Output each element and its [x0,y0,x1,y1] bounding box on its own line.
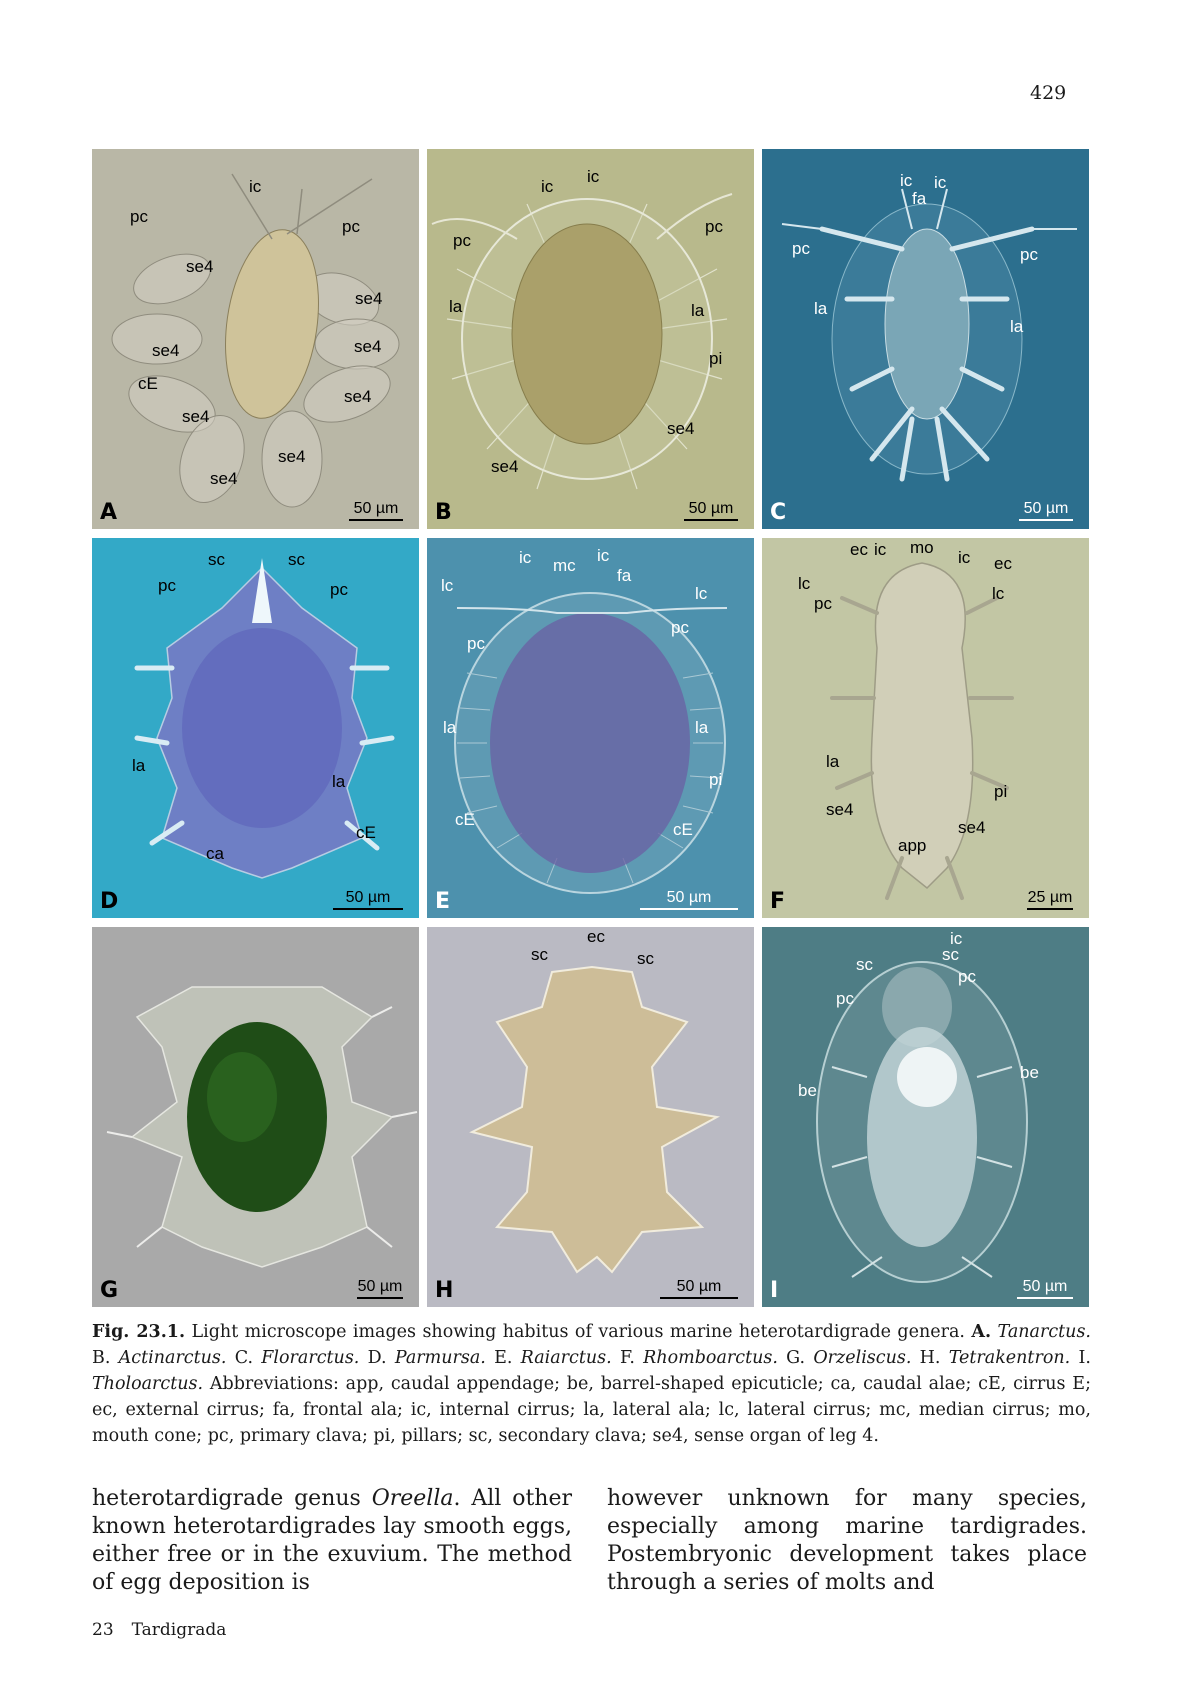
figure-panel-b [427,149,754,529]
caption-genus: D. Parmursa. [367,1348,486,1368]
abbr-label: app [898,836,927,855]
body-text-right-column: however unknown for many species, especially among marine tardigrades. Postembryonic development takes place through a series of molts and [607,1486,1087,1595]
caption-intro: Light microscope images showing habitus of various marine heterotardigrade genera. [191,1322,965,1342]
chapter-number: 23 [92,1620,114,1640]
tetrakentron-micrograph [427,927,754,1307]
panel-letter: C [770,500,787,525]
figure-panel-c [762,149,1089,529]
abbr-label: sc [288,550,305,569]
abbr-label: ic [249,177,262,196]
abbr-label: la [691,301,705,320]
abbr-label: be [1020,1063,1039,1082]
scale-bar: 50 µm [1019,500,1073,521]
abbr-label: cE [455,810,475,829]
panel-letter: B [435,500,452,525]
abbr-label: ca [206,844,224,863]
scale-bar: 50 µm [349,500,403,521]
caption-genus: H. Tetrakentron. [919,1348,1071,1368]
abbr-label: se4 [210,469,238,488]
abbr-label: ic [587,167,600,186]
abbr-label: lc [441,576,454,595]
abbr-label: pc [958,967,976,986]
abbr-label: cE [673,820,693,839]
rhomboarctus-micrograph [762,538,1089,918]
figure-panel-h [427,927,754,1307]
abbr-label: sc [208,550,225,569]
panel-letter: E [435,889,451,914]
abbr-label: lc [992,584,1005,603]
abbr-label: cE [138,374,158,393]
abbr-label: se4 [182,407,210,426]
abbr-label: la [1010,317,1024,336]
figure-caption [92,1319,1091,1449]
abbr-label: pc [342,217,360,236]
orzeliscus-micrograph [92,927,419,1307]
abbr-label: se4 [826,800,854,819]
abbr-label: pc [467,634,485,653]
panel-letter: H [435,1278,454,1303]
abbr-label: se4 [667,419,695,438]
abbr-label: sc [942,945,959,964]
abbr-label: pc [158,576,176,595]
scale-bar: 50 µm [357,1278,403,1299]
caption-genus: I. Tholoarctus. [92,1348,1091,1394]
body-text-left-column: heterotardigrade genus Oreella. All other known heterotardigrades lay smooth eggs, either free or in the exuvium. The method of egg deposition is [92,1486,572,1595]
figure-panel-a [92,149,419,529]
abbr-label: pc [814,594,832,613]
abbr-label: se4 [152,341,180,360]
abbr-label: pc [671,618,689,637]
abbr-label: se4 [354,337,382,356]
caption-genus: F. Rhomboarctus. [619,1348,778,1368]
abbr-label: se4 [355,289,383,308]
abbr-label: la [814,299,828,318]
abbr-label: ic [597,546,610,565]
abbr-label: se4 [186,257,214,276]
abbr-label: se4 [344,387,372,406]
abbr-label: pc [330,580,348,599]
figure-panel-i [762,927,1089,1307]
scale-bar: 50 µm [1017,1278,1073,1299]
panel-letter: F [770,889,786,914]
running-footer [92,1620,226,1640]
page-number: 429 [1030,82,1067,104]
abbr-label: la [449,297,463,316]
abbr-label: sc [531,945,548,964]
abbr-label: pi [709,770,723,789]
abbr-label: sc [637,949,654,968]
scale-bar: 50 µm [660,1278,738,1299]
panel-letter: D [100,889,119,914]
abbr-label: pi [994,782,1008,801]
abbr-label: se4 [278,447,306,466]
abbr-label: pc [705,217,723,236]
abbr-label: fa [912,189,927,208]
figure-panel-e [427,538,754,918]
actinarctus-micrograph [427,149,754,529]
abbr-label: ic [541,177,554,196]
abbr-label: ic [934,173,947,192]
abbr-label: ic [958,548,971,567]
scale-bar: 50 µm [333,889,403,910]
abbr-label: fa [617,566,632,585]
abbr-label: ic [874,540,887,559]
caption-genus: B. Actinarctus. [92,1348,227,1368]
abbr-label: cE [356,823,376,842]
abbr-label: la [332,772,346,791]
caption-abbreviations: Abbreviations: app, caudal appendage; be, barrel-shaped epicuticle; ca, caudal alae; cE, cirrus E; ec, external cirrus; fa, frontal ala; ic, internal cirrus; la, lateral ala; lc, lateral cirrus; mc, median cirrus; mo, mouth cone; pc, primary clava; pi, pillars; sc, secondary clava; se4, sense organ of leg 4. [92,1374,1091,1446]
abbr-label: pi [709,349,723,368]
abbr-label: sc [856,955,873,974]
caption-genus: G. Orzeliscus. [786,1348,912,1368]
abbr-label: se4 [491,457,519,476]
abbr-label: ic [900,171,913,190]
abbr-label: be [798,1081,817,1100]
figure-23-1 [92,149,1091,1307]
abbr-label: pc [836,989,854,1008]
abbr-label: pc [792,239,810,258]
abbr-label: pc [453,231,471,250]
panel-letter: I [770,1278,779,1303]
caption-genus: C. Florarctus. [234,1348,360,1368]
scale-bar: 25 µm [1027,889,1073,910]
abbr-label: pc [1020,245,1038,264]
figure-number: Fig. 23.1. [92,1322,186,1342]
chapter-title: Tardigrada [131,1620,227,1640]
abbr-label: ic [519,548,532,567]
figure-panel-f [762,538,1089,918]
abbr-label: la [695,718,709,737]
abbr-label: mo [910,538,934,557]
abbr-label: ec [850,540,868,559]
abbr-label: se4 [958,818,986,837]
abbr-label: ic [950,929,963,948]
parmursa-micrograph [92,538,419,918]
abbr-label: lc [798,574,811,593]
abbr-label: pc [130,207,148,226]
panel-letter: A [100,500,118,525]
panel-letter: G [100,1278,119,1303]
caption-genus: A. Tanarctus. [971,1322,1091,1342]
figure-panel-g [92,927,419,1307]
abbr-label: mc [553,556,576,575]
tholoarctus-micrograph [762,927,1089,1307]
scale-bar: 50 µm [684,500,738,521]
scale-bar: 50 µm [640,889,738,910]
abbr-label: la [826,752,840,771]
abbr-label: ec [587,927,605,946]
abbr-label: ec [994,554,1012,573]
abbr-label: la [443,718,457,737]
abbr-label: lc [695,584,708,603]
caption-genus: E. Raiarctus. [494,1348,612,1368]
figure-panel-d [92,538,419,918]
abbr-label: la [132,756,146,775]
